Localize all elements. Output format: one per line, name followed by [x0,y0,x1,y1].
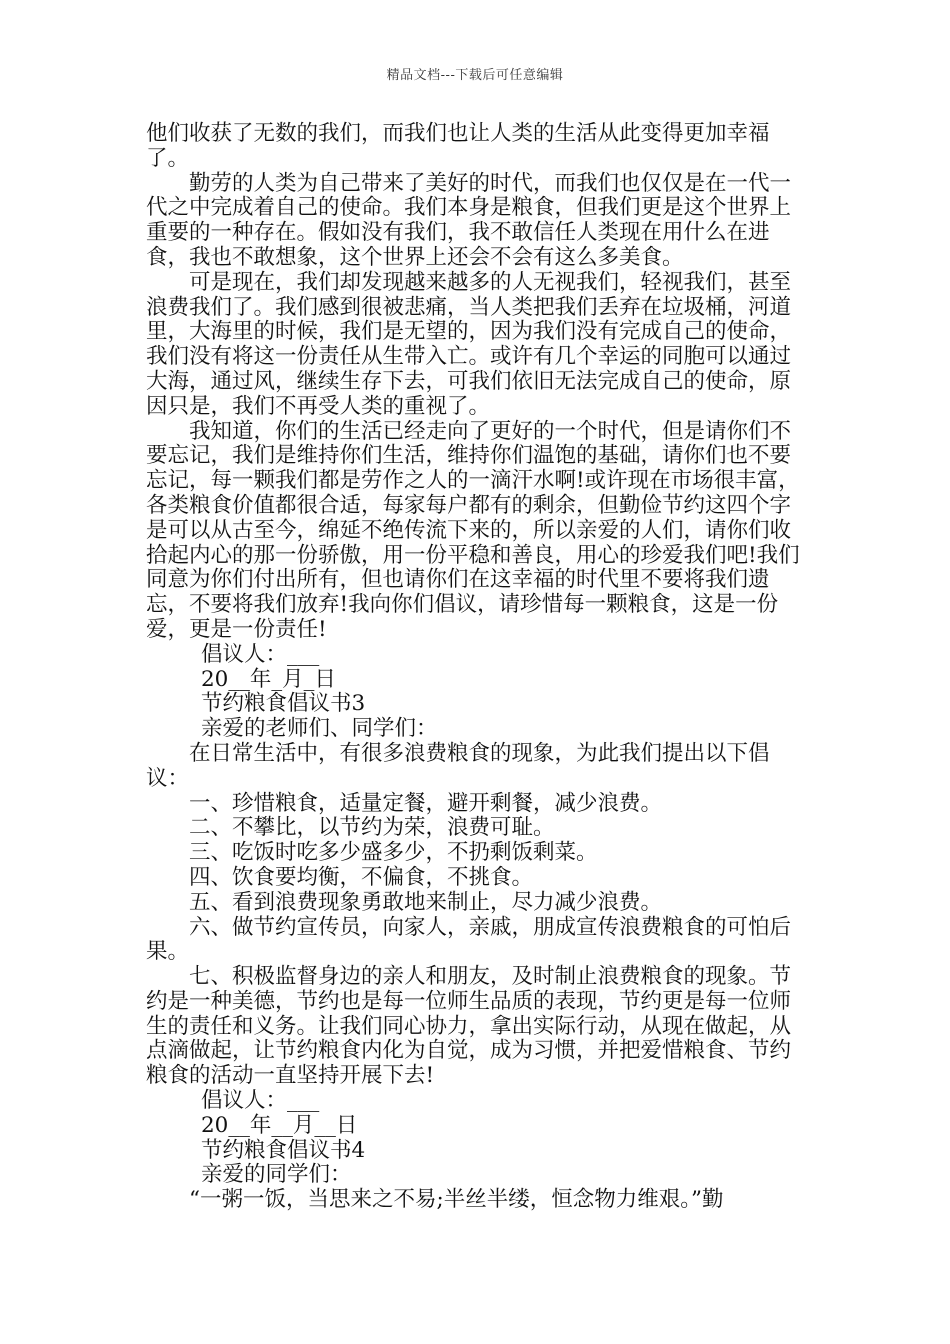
paragraph: 三、吃饭时吃多少盛多少，不扔剩饭剩菜。 [189,840,598,866]
paragraph: 一、珍惜粮食，适量定餐，避开剩餐，减少浪费。 [189,790,663,816]
paragraph: 20__年__月__日 [201,1112,358,1138]
paragraph: 二、不攀比，以节约为荣，浪费可耻。 [189,815,555,841]
paragraph: 七、积极监督身边的亲人和朋友，及时制止浪费粮食的现象。节约是一种美德，节约也是每一位师生品质的表现，节约更是每一位师生的责任和义务。让我们同心协力，拿出实际行动，从现在做起，从点滴做起，让节约粮食内化为自觉，成为习惯，并把爱惜粮食、节约粮食的活动一直坚持开展下去! [146,964,792,1089]
paragraph: 节约粮食倡议书4 [201,1137,366,1163]
paragraph: 亲爱的同学们： [201,1162,352,1188]
paragraph: 20__年_月_日 [201,666,336,692]
paragraph: 节约粮食倡议书3 [201,691,366,717]
paragraph: 亲爱的老师们、同学们： [201,716,438,742]
paragraph: 在日常生活中，有很多浪费粮食的现象，为此我们提出以下倡议： [146,740,770,791]
paragraph: 他们收获了无数的我们，而我们也让人类的生活从此变得更加幸福了。 [146,121,770,171]
paragraph: 倡议人：___ [201,1088,320,1114]
paragraph: 五、看到浪费现象勇敢地来制止，尽力减少浪费。 [189,889,663,915]
paragraph: 倡议人：___ [201,641,320,667]
paragraph: 勤劳的人类为自己带来了美好的时代，而我们也仅仅是在一代一代之中完成着自己的使命。我们本身是粮食，但我们更是这个世界上重要的一种存在。假如没有我们，我不敢信任人类现在用什么在进食，我也不敢想象，这个世界上还会不会有这么多美食。 [146,170,792,270]
paragraph: 可是现在，我们却发现越来越多的人无视我们，轻视我们，甚至浪费我们了。我们感到很被悲痛，当人类把我们丢弃在垃圾桶，河道里，大海里的时候，我们是无望的，因为我们没有完成自己的使命，我们没有将这一份责任从生带入亡。或许有几个幸运的同胞可以通过大海，通过风，继续生存下去，可我们依旧无法完成自己的使命，原因只是，我们不再受人类的重视了。 [146,269,792,419]
paragraph: 我知道，你们的生活已经走向了更好的一个时代，但是请你们不要忘记，我们是维持你们生活，维持你们温饱的基础，请你们也不要忘记，每一颗我们都是劳作之人的一滴汗水啊!或许现在市场很丰富，各类粮食价值都很合适，每家每户都有的剩余，但勤俭节约这四个字是可以从古至今，绵延不绝传流下来的，所以亲爱的人们，请你们收拾起内心的那一份骄傲，用一份平稳和善良，用心的珍爱我们吧!我们同意为你们付出所有，但也请你们在这幸福的时代里不要将我们遗忘，不要将我们放弃!我向你们倡议，请珍惜每一颗粮食，这是一份爱，更是一份责任! [146,418,800,642]
document-body [146,122,811,1213]
page-header: 精品文档---下载后可任意编辑 [386,68,564,83]
paragraph: “一粥一饭，当思来之不易;半丝半缕，恒念物力维艰。”勤 [189,1187,724,1213]
paragraph: 四、饮食要均衡，不偏食，不挑食。 [189,864,534,890]
paragraph: 六、做节约宣传员，向家人，亲戚，朋成宣传浪费粮食的可怕后果。 [146,914,792,965]
